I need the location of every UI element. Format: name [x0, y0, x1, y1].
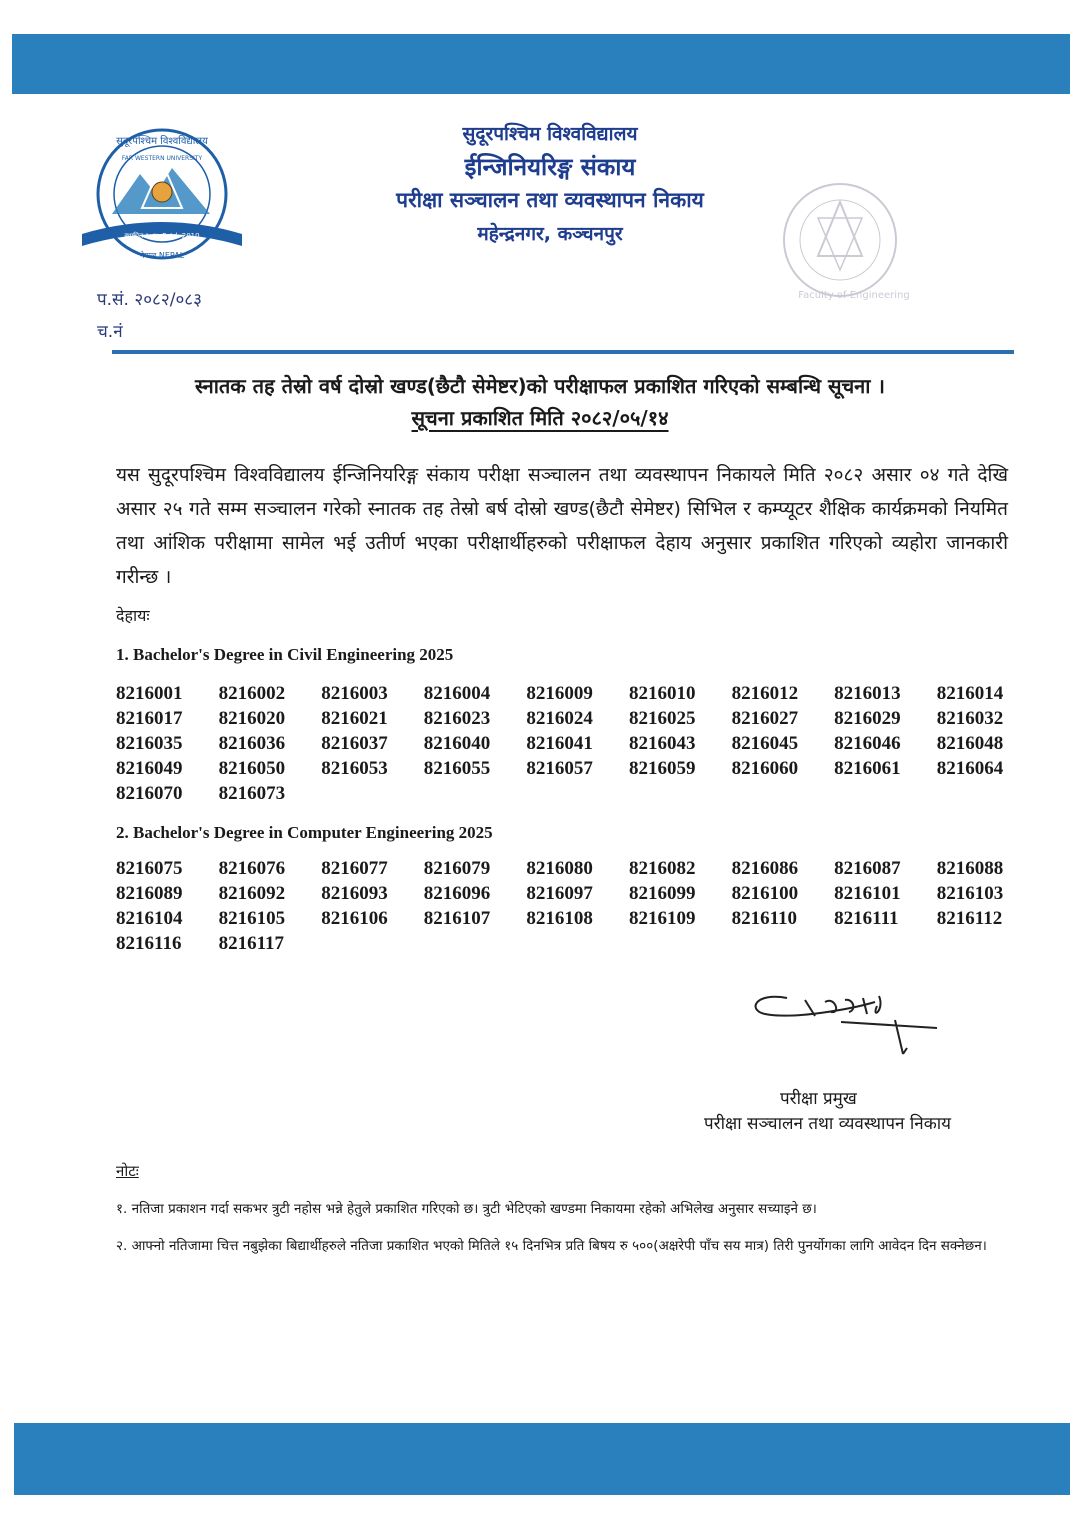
roll-number: 8216024	[526, 708, 593, 729]
university-logo	[82, 122, 242, 272]
civil-results-grid	[116, 681, 1016, 806]
notice-title: स्नातक तह तेस्रो वर्ष दोस्रो खण्ड(छैटौ सेमेष्टर)को परीक्षाफल प्रकाशित गरिएको सम्बन्धि सूचना ।	[194, 374, 885, 398]
roll-number: 8216075	[116, 858, 183, 879]
section-civil-title: 1. Bachelor's Degree in Civil Engineering 2025	[116, 645, 454, 664]
top-band	[12, 34, 1070, 94]
roll-number: 8216064	[936, 758, 1004, 779]
roll-number: 8216001	[116, 683, 183, 704]
faculty-name: ईन्जिनियरिङ्ग संकाय	[464, 153, 636, 181]
roll-number: 8216045	[731, 733, 799, 754]
note-item: २. आफ्नो नतिजामा चित्त नबुझेका बिद्यार्थीहरुले नतिजा प्रकाशित भएको मितिले १५ दिनभित्र प्रति बिषय रु ५००(अक्षरेपी पाँच सय मात्र) तिरी पुनर्योगका लागि आवेदन दिन सक्नेछन।	[116, 1238, 987, 1254]
roll-number: 8216093	[321, 883, 388, 904]
roll-number: 8216099	[628, 883, 696, 904]
roll-number: 8216037	[321, 733, 388, 754]
roll-number: 8216108	[526, 908, 593, 929]
roll-number: 8216105	[218, 908, 286, 929]
roll-number: 8216025	[628, 708, 696, 729]
handwritten-signature	[745, 980, 945, 1060]
roll-number: 8216096	[423, 883, 491, 904]
roll-number: 8216048	[936, 733, 1004, 754]
faculty-seal	[770, 178, 910, 308]
roll-number: 8216103	[936, 883, 1004, 904]
office-address: महेन्द्रनगर, कञ्चनपुर	[477, 223, 623, 245]
roll-number: 8216049	[116, 758, 183, 779]
roll-number: 8216029	[834, 708, 901, 729]
roll-number: 8216089	[116, 883, 183, 904]
roll-number: 8216110	[731, 908, 798, 929]
roll-number: 8216003	[321, 683, 388, 704]
logo-arc-text: सुदूरपश्चिम विश्वविद्यालय	[116, 136, 208, 147]
notice-date: सूचना प्रकाशित मिति २०८२/०५/१४	[411, 406, 669, 430]
roll-number: 8216100	[731, 883, 799, 904]
roll-number: 8216035	[116, 733, 183, 754]
roll-number: 8216021	[321, 708, 388, 729]
logo-motto: स्थापित २०६७ Estd. 2010	[124, 232, 200, 240]
computer-results-grid	[116, 856, 1016, 956]
roll-number: 8216087	[834, 858, 901, 879]
roll-number: 8216055	[423, 758, 491, 779]
roll-number: 8216082	[628, 858, 696, 879]
university-name: सुदूरपश्चिम विश्वविद्यालय	[462, 123, 638, 145]
roll-number: 8216010	[628, 683, 696, 704]
roll-number: 8216053	[321, 758, 388, 779]
roll-number: 8216043	[628, 733, 696, 754]
roll-number: 8216061	[834, 758, 901, 779]
signatory-title: परीक्षा प्रमुख	[780, 1089, 857, 1109]
roll-number: 8216080	[526, 858, 593, 879]
roll-number: 8216107	[423, 908, 491, 929]
roll-number: 8216077	[321, 858, 388, 879]
note-item: १. नतिजा प्रकाशन गर्दा सकभर त्रुटी नहोस भन्ने हेतुले प्रकाशित गरिएको छ। त्रुटी भेटिएको खण्डमा निकायमा रहेको अभिलेख अनुसार सच्याइने छ।	[116, 1201, 817, 1217]
roll-number: 8216109	[628, 908, 696, 929]
roll-number: 8216013	[834, 683, 901, 704]
notes-heading: नोटः	[116, 1162, 139, 1180]
signatory-office: परीक्षा सञ्चालन तथा व्यवस्थापन निकाय	[704, 1114, 952, 1134]
roll-number: 8216060	[731, 758, 799, 779]
roll-number: 8216097	[526, 883, 593, 904]
roll-number: 8216020	[218, 708, 286, 729]
roll-number: 8216041	[526, 733, 593, 754]
roll-number: 8216076	[218, 858, 286, 879]
roll-number: 8216009	[526, 683, 593, 704]
roll-number: 8216032	[936, 708, 1004, 729]
reference-number: प.सं. २०८२/०८३	[97, 290, 202, 310]
roll-number: 8216079	[423, 858, 491, 879]
seal-text: Faculty of Engineering	[798, 290, 910, 301]
notice-body: यस सुदूरपश्चिम विश्वविद्यालय ईन्जिनियरिङ्ग संकाय परीक्षा सञ्चालन तथा व्यवस्थापन निकायले मिति २०८२ असार ०४ गते देखि असार २५ गते सम्म सञ्चालन गरेको स्नातक तह तेस्रो बर्ष दोस्रो खण्ड(छैटौ सेमेष्टर) सिभिल र कम्प्यूटर शैक्षिक कार्यक्रमको नियमित तथा आंशिक परीक्षामा सामेल भई उतीर्ण भएका परीक्षार्थीहरुको परीक्षाफल देहाय अनुसार प्रकाशित गरिएको व्यहोरा जानकारी गरीन्छ ।	[116, 464, 1008, 588]
roll-number: 8216112	[936, 908, 1003, 929]
roll-number: 8216023	[423, 708, 491, 729]
section-computer-title: 2. Bachelor's Degree in Computer Engineering 2025	[116, 823, 493, 842]
logo-inner-text: FAR WESTERN UNIVERSITY	[121, 155, 203, 162]
bottom-band	[14, 1423, 1070, 1495]
roll-number: 8216104	[116, 908, 183, 929]
dehaay-label: देहायः	[116, 606, 150, 625]
roll-number: 8216002	[218, 683, 286, 704]
roll-number: 8216117	[218, 933, 285, 954]
roll-number: 8216014	[936, 683, 1004, 704]
roll-number: 8216101	[834, 883, 901, 904]
notice-date-line	[60, 404, 1020, 431]
roll-number: 8216050	[218, 758, 286, 779]
roll-number: 8216092	[218, 883, 286, 904]
roll-number: 8216046	[834, 733, 901, 754]
roll-number: 8216027	[731, 708, 799, 729]
dispatch-number: च.नं	[97, 322, 123, 342]
roll-number: 8216036	[218, 733, 286, 754]
roll-number: 8216017	[116, 708, 183, 729]
header-divider	[112, 350, 1014, 354]
roll-number: 8216004	[423, 683, 491, 704]
roll-number: 8216086	[731, 858, 799, 879]
roll-number: 8216040	[423, 733, 491, 754]
roll-number: 8216073	[218, 783, 286, 804]
roll-number: 8216106	[321, 908, 388, 929]
roll-number: 8216057	[526, 758, 593, 779]
roll-number: 8216088	[936, 858, 1004, 879]
roll-number: 8216111	[834, 908, 899, 929]
roll-number: 8216116	[116, 933, 182, 954]
roll-number: 8216070	[116, 783, 183, 804]
roll-number: 8216012	[731, 683, 799, 704]
office-name: परीक्षा सञ्चालन तथा व्यवस्थापन निकाय	[396, 188, 704, 212]
logo-country: नेपाल NEPAL	[139, 251, 185, 260]
roll-number: 8216059	[628, 758, 696, 779]
